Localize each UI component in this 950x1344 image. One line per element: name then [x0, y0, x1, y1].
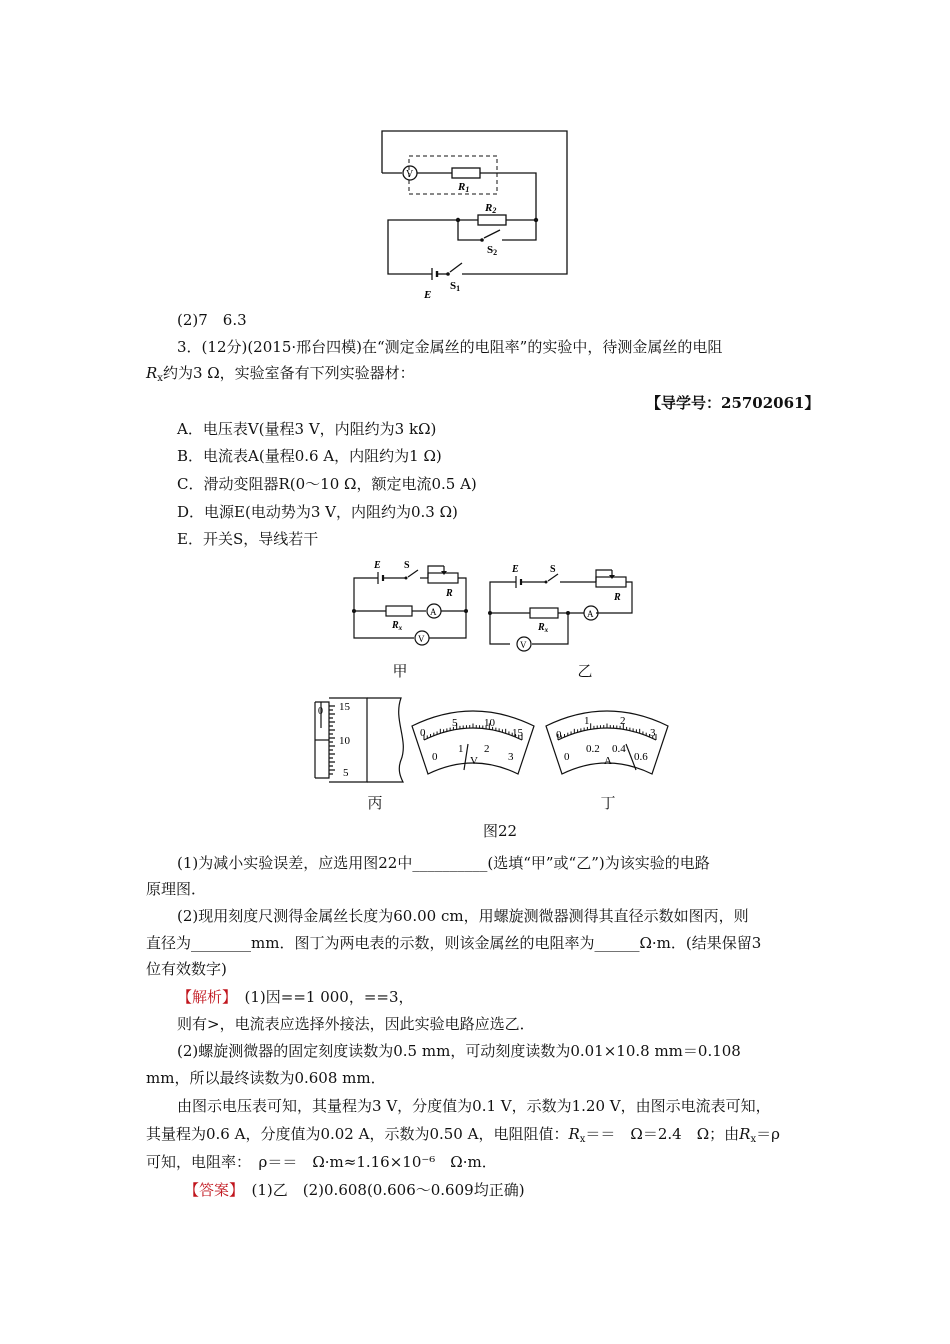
figure-caption: 图22: [482, 822, 518, 840]
v-inner-1: 1: [458, 743, 464, 755]
yi-rx-sub: x: [544, 626, 549, 634]
micrometer-tick-15: 15: [339, 701, 350, 713]
jia-rx-label: R: [392, 620, 399, 631]
v-inner-0: 0: [432, 751, 438, 763]
a-outer-3: 3: [650, 727, 656, 739]
question-3-stem-2: [146, 363, 415, 389]
yi-r-label: R: [614, 592, 621, 603]
jia-rx-sub: x: [398, 624, 403, 632]
option-d: D．电源E(电动势为3 V，内阻约为0.3 Ω): [177, 503, 458, 521]
top-circuit-diagram: [370, 128, 580, 300]
label-yi: 乙: [577, 662, 593, 680]
rx-sub: x: [157, 373, 163, 384]
label-jia: 甲: [392, 662, 408, 680]
micrometer-zero: 0: [318, 706, 323, 717]
analysis-rx-var: R: [568, 1125, 580, 1143]
micrometer-tick-5: 5: [343, 767, 349, 779]
analysis-line-3: (2)螺旋测微器的固定刻度读数为0.5 mm，可动刻度读数为0.01×10.8 mm＝0.108: [177, 1042, 741, 1060]
r1-sub: 1: [465, 185, 470, 194]
analysis-line-1: [177, 987, 414, 1007]
analysis-l1: (1)因==1 000，==3，: [229, 988, 414, 1006]
v-outer-15: 15: [512, 727, 523, 739]
question-3-stem: 3．(12分)(2015·邢台四模)在“测定金属丝的电阻率”的实验中，待测金属丝的电阻: [177, 338, 723, 356]
a-inner-0: 0: [564, 751, 570, 763]
rx-var: R: [146, 364, 158, 382]
jia-ammeter-symbol: A: [430, 607, 437, 617]
v-outer-0: 0: [420, 727, 426, 739]
analysis-l6c: ＝ρ: [756, 1125, 780, 1143]
r2-label: R: [485, 202, 493, 214]
label-bing: 丙: [367, 794, 383, 812]
option-e: E．开关S，导线若干: [177, 530, 319, 548]
v-outer-10: 10: [484, 717, 495, 729]
rx-rest: 约为3 Ω，实验室备有下列实验器材：: [162, 364, 415, 382]
analysis-line-2: 则有>，电流表应选择外接法，因此实验电路应选乙．: [177, 1015, 535, 1033]
v-outer-5: 5: [452, 717, 458, 729]
option-c: C．滑动变阻器R(0～10 Ω，额定电流0.5 A): [177, 475, 477, 493]
sub-question-2b: 直径为________mm．图丁为两电表的示数，则该金属丝的电阻率为______Ω·m．(结果保留3: [146, 934, 762, 952]
r2-sub: 2: [492, 206, 497, 215]
guide-number: 【导学号：25702061】: [646, 394, 820, 412]
e-label: E: [424, 289, 432, 300]
previous-answer: (2)7 6.3: [177, 311, 247, 329]
svg-text:R1: [457, 181, 469, 194]
sub-question-1a: (1)为减小实验误差，应选用图22中__________(选填“甲”或“乙”)为该实验的电路: [177, 854, 710, 872]
analysis-rx-sub-2: x: [750, 1134, 757, 1145]
a-inner-0-6: 0.6: [634, 751, 648, 763]
jia-r-label: R: [446, 588, 453, 599]
sub-question-2a: (2)现用刻度尺测得金属丝长度为60.00 cm，用螺旋测微器测得其直径示数如图丙，则: [177, 907, 749, 925]
a-outer-0: 0: [556, 729, 562, 741]
s1-label: S: [450, 280, 457, 292]
analysis-line-7: 可知，电阻率： ρ＝＝ Ω·m≈1.16×10⁻⁶ Ω·m．: [146, 1153, 497, 1171]
s2-sub: 2: [493, 248, 498, 257]
a-unit: A: [604, 755, 612, 767]
jia-voltmeter-symbol: V: [418, 634, 425, 644]
answer-text: (1)乙 (2)0.608(0.606～0.609均正确): [236, 1181, 525, 1199]
svg-text:S1: [450, 280, 460, 293]
a-inner-0-2: 0.2: [586, 743, 600, 755]
voltmeter-dial: [408, 700, 538, 778]
analysis-tag: 【解析】: [177, 988, 230, 1006]
yi-s-label: S: [550, 564, 556, 575]
jia-s-label: S: [404, 560, 410, 571]
analysis-l6a: 其量程为0.6 A，分度值为0.02 A，示数为0.50 A，电阻阻值：: [146, 1125, 569, 1143]
analysis-l6b: ＝＝ Ω＝2.4 Ω；由: [585, 1125, 740, 1143]
s2-label: S: [487, 244, 494, 256]
label-ding: 丁: [600, 794, 616, 812]
voltmeter-symbol: V: [406, 169, 414, 180]
analysis-line-6: [146, 1124, 780, 1150]
v-inner-2: 2: [484, 743, 490, 755]
svg-text:Rx: [537, 622, 549, 634]
r1-label: R: [458, 181, 466, 193]
a-inner-0-4: 0.4: [612, 743, 626, 755]
yi-rx-label: R: [538, 622, 545, 633]
circuit-yi: [486, 560, 636, 655]
analysis-rx-sub: x: [579, 1134, 586, 1145]
answer-tag: 【答案】: [184, 1181, 237, 1199]
option-b: B．电流表A(量程0.6 A，内阻约为1 Ω): [177, 447, 442, 465]
micrometer-figure: [305, 690, 410, 790]
a-outer-1: 1: [584, 715, 590, 727]
analysis-line-5: 由图示电压表可知，其量程为3 V，分度值为0.1 V，示数为1.20 V，由图示电流表可知，: [177, 1097, 771, 1115]
yi-ammeter-symbol: A: [587, 609, 594, 619]
micrometer-tick-10: 10: [339, 735, 350, 747]
answer-line: [184, 1180, 525, 1200]
s1-sub: 1: [456, 284, 461, 293]
circuit-jia: [348, 558, 473, 653]
a-outer-2: 2: [620, 715, 626, 727]
sub-question-2c: 位有效数字): [146, 960, 227, 978]
option-a: A．电压表V(量程3 V，内阻约为3 kΩ): [177, 420, 437, 438]
sub-question-1b: 原理图．: [146, 880, 207, 898]
svg-text:R2: [484, 202, 496, 215]
analysis-line-4: mm，所以最终读数为0.608 mm．: [146, 1069, 386, 1087]
jia-e-label: E: [374, 560, 381, 571]
svg-text:S2: [487, 244, 497, 257]
yi-e-label: E: [512, 564, 519, 575]
v-unit: V: [470, 755, 478, 767]
svg-text:Rx: [391, 620, 403, 632]
analysis-rx-var-2: R: [739, 1125, 751, 1143]
v-inner-3: 3: [508, 751, 514, 763]
yi-voltmeter-symbol: V: [520, 640, 527, 650]
ammeter-dial: [542, 700, 672, 778]
